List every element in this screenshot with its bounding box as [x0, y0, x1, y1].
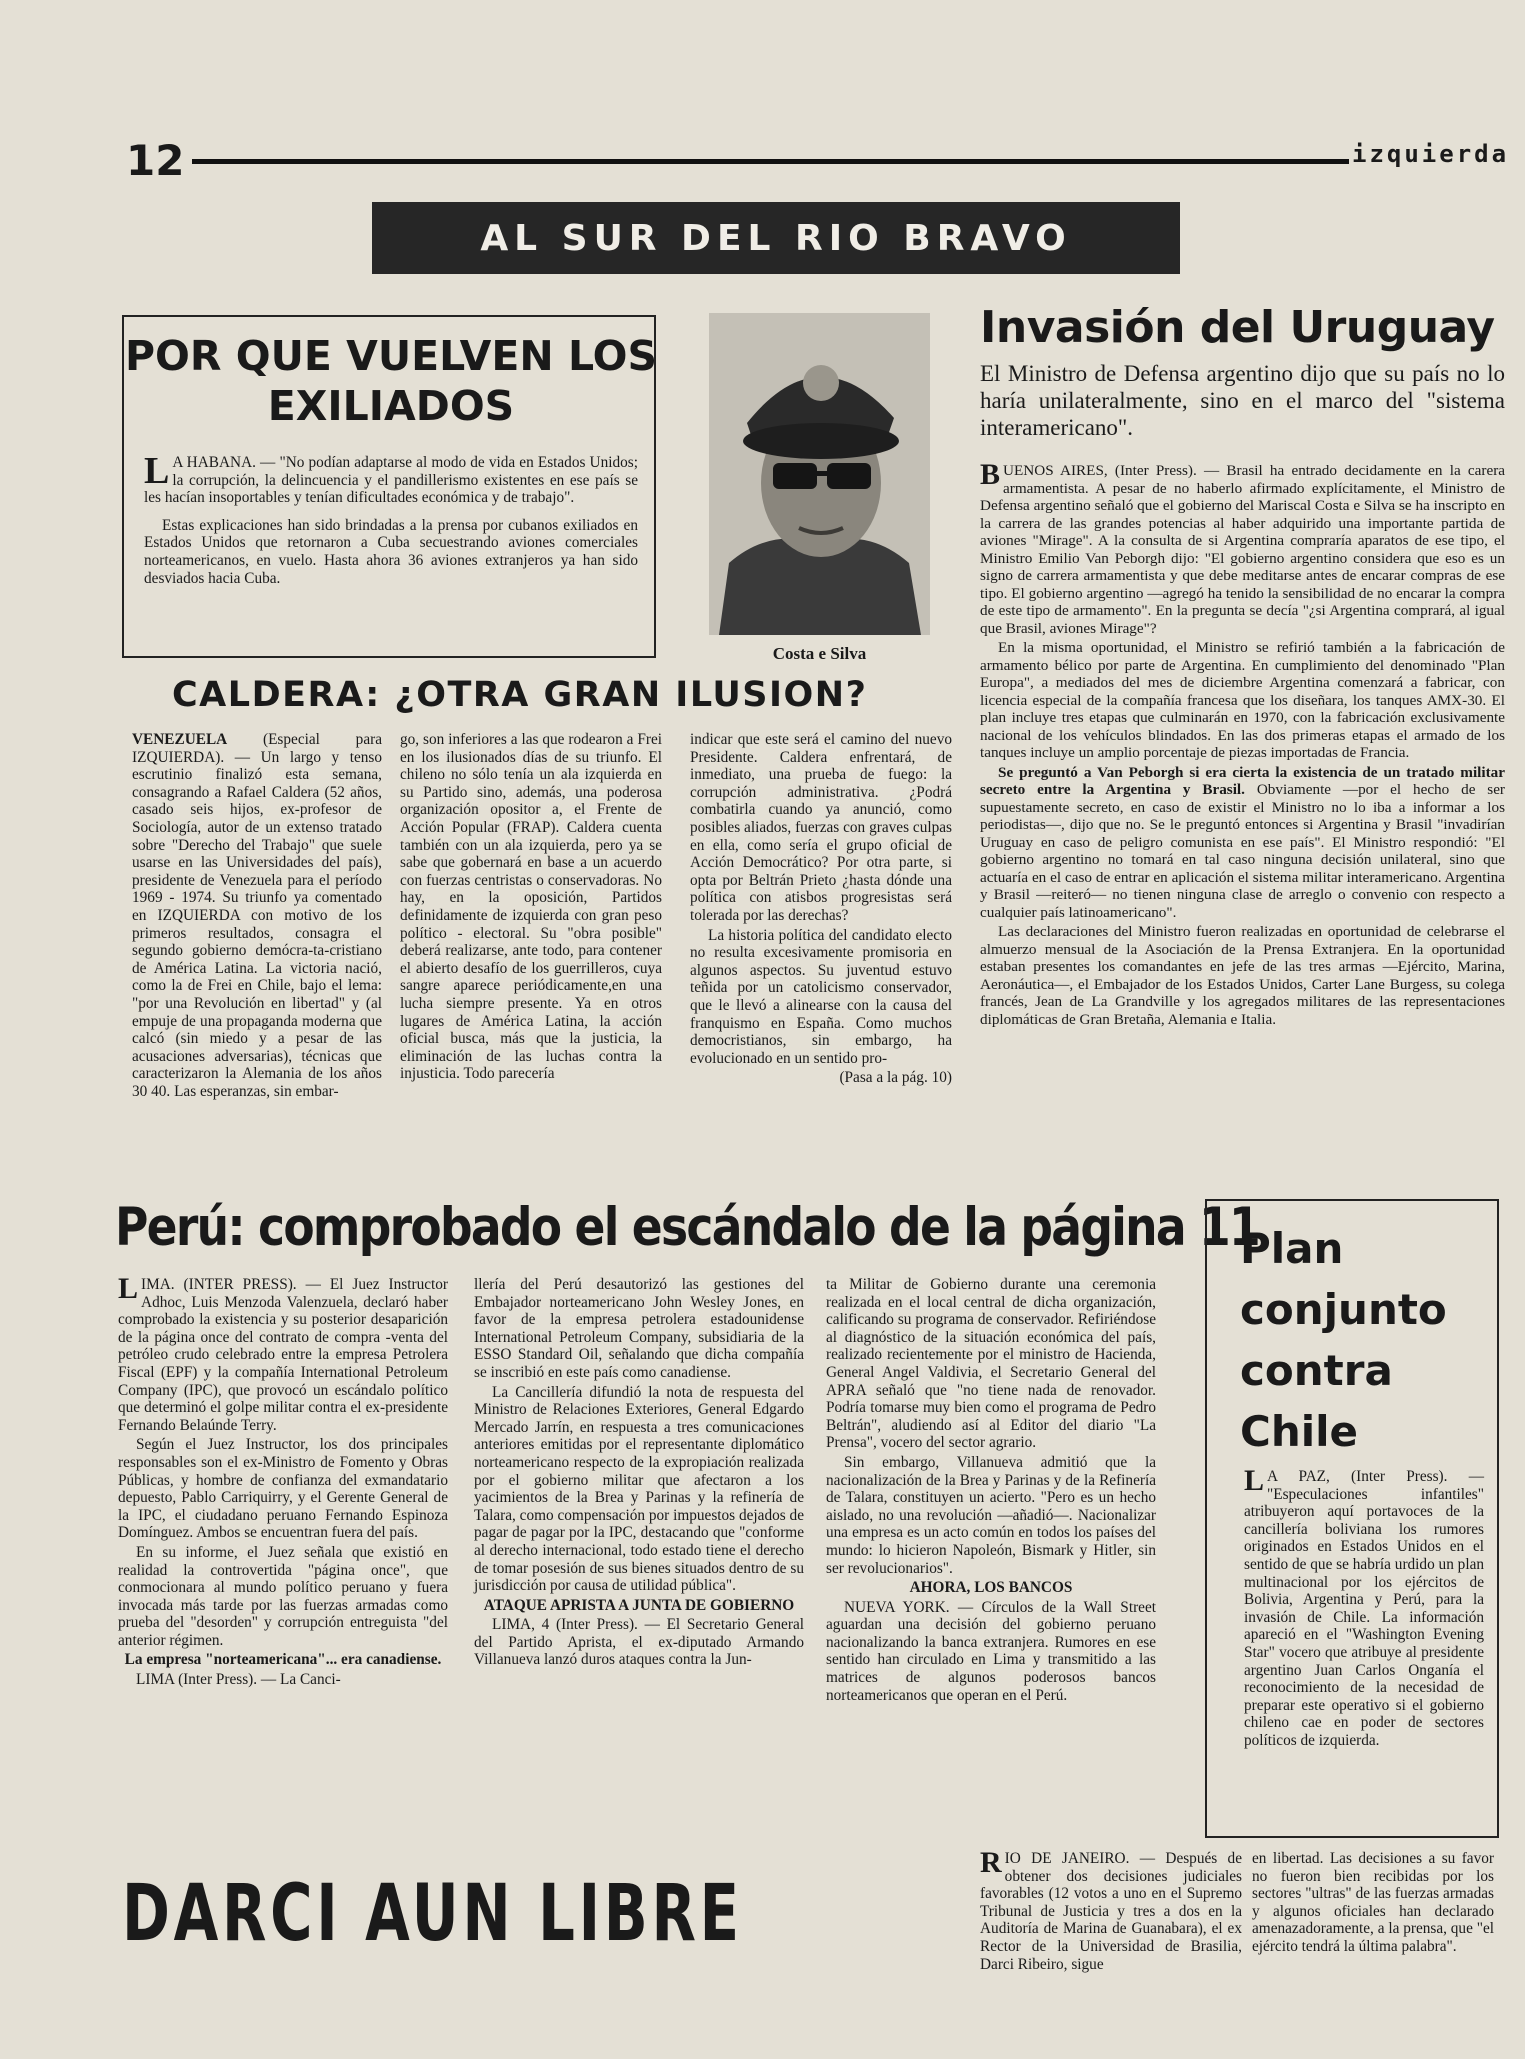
- chile-paragraph: A PAZ, (Inter Press). — "Especulaciones infantiles" atribuyeron aquí portavoces de la cancillería boliviana los rumores originados en Estados Unidos en el sentido de que se habría urdido un plan multinacional por los ejércitos de Bolivia, Argentina y Perú, para la invasión de Chile. La información apareció en el "Washington Evening Star" vocero que atribuye al presidente argentino Juan Carlos Onganía el reconocimiento de la necesidad de preparar este operativo si el gobierno chileno cae en poder de sectores políticos de izquierda.: [1244, 1468, 1485, 1749]
- peru-paragraph: ta Militar de Gobierno durante una ceremonia realizada en el local central de dicha organización, calificando su programa de conservador. Refiriéndose al diagnóstico de la situación económica del país, realizado recientemente por el ministro de Hacienda, General Angel Valdivia, el Secretario General del APRA señaló que "no tiene nada de renovador. Podría tomarse muy bien como el programa de Pedro Beltrán", aludiendo así al Editor del diario "La Prensa", vocero del sector agrario.: [826, 1276, 1156, 1452]
- chile-headline: [1240, 1218, 1480, 1462]
- chile-headline-line: Chile: [1240, 1407, 1359, 1456]
- uruguay-deck: El Ministro de Defensa argentino dijo que su país no lo haría unilateralmente, sino en el marco del "sistema interamericano".: [980, 361, 1505, 440]
- exiliados-paragraph: Estas explicaciones han sido brindadas a la prensa por cubanos exiliados en Estados Unidos que retornaron a Cuba secuestrando aviones comerciales norteamericanos, en vuelo. Hasta ahora 36 aviones extranjeros ya han sido desviados hacia Cuba.: [144, 516, 638, 587]
- peru-paragraph: NUEVA YORK. — Círculos de la Wall Street aguardan una decisión del gobierno peruano nacionalizando la banca extranjera. Rumores en ese sentido han circulado en Lima y transmitido a las matrices de algunos poderosos bancos norteamericanos que operan en el Perú.: [826, 1598, 1156, 1704]
- caldera-paragraph: La historia política del candidato electo no resulta excesivamente promisoria en algunos aspectos. Su juventud estuvo teñida por un catolicismo conservador, que le llevó a alinearse con la causa del franquismo en España. Como muchos democristianos, sin embargo, ha evolucionado en un sentido pro-: [690, 926, 952, 1067]
- darci-paragraph: IO DE JANEIRO. — Después de obtener dos decisiones judiciales favorables (12 votos a uno en el Supremo Tribunal de Justicia y tres a dos en la Auditoría de Marina de Guanabara), el ex Rector de la Universidad de Brasilia, Darci Ribeiro, sigue: [980, 1850, 1242, 1973]
- drop-cap: R: [980, 1846, 1002, 1879]
- drop-cap: L: [118, 1272, 139, 1305]
- header-rule: [192, 159, 1349, 164]
- peru-subhead: ATAQUE APRISTA A JUNTA DE GOBIERNO: [483, 1596, 795, 1614]
- peru-subhead: La empresa "norteamericana"... era canadiense.: [124, 1651, 442, 1669]
- peru-paragraph: IMA. (INTER PRESS). — El Juez Instructor Adhoc, Luis Menzoda Valenzuela, declaró haber comprobado la existencia y su posterior desaparición de la página once del contrato de compra -venta del petróleo crudo celebrado entre la empresa Petrolera Fiscal (EPF) y la compañía International Petroleum Company (IPC), que provocó un escándalo político que determinó el golpe militar contra el ex-presidente Fernando Belaúnde Terry.: [118, 1276, 448, 1434]
- chile-headline-line: Plan: [1240, 1224, 1344, 1273]
- peru-paragraph: Sin embargo, Villanueva admitió que la nacionalización de la Brea y Parinas y de la Refinería de Talara, constituyen un acierto. "Pero es un hecho aislado, no una revolución —añadió—. Nacionalizar una empresa es un acto común en todos los países del mundo: lo hicieron Napoleón, Bismark y Hitler, sin ser revolucionarios".: [826, 1453, 1156, 1577]
- chile-headline-line: contra: [1240, 1346, 1393, 1395]
- peru-column-3: [826, 1276, 1156, 1706]
- uruguay-headline: Invasión del Uruguay: [980, 302, 1495, 353]
- peru-paragraph: llería del Perú desautorizó las gestiones del Embajador norteamericano John Wesley Jones, en favor de la empresa petrolera estadounidense International Petroleum Company, subsidiaria de la ESSO Standard Oil, señalando que dicha compañía se inscribió en este país como canadiense.: [474, 1276, 804, 1381]
- caldera-column-1: [132, 731, 382, 1102]
- caldera-column-3: [690, 731, 952, 1089]
- caldera-column-2: [400, 731, 662, 1085]
- darci-column-2: [1252, 1850, 1494, 1958]
- darci-paragraph: en libertad. Las decisiones a su favor no fueron bien recibidas por los sectores "ultras" de las fuerzas armadas y algunos oficiales han declarado amenazadoramente, a la prensa, que "el ejército tendrá la última palabra".: [1252, 1850, 1494, 1955]
- exiliados-box: [122, 315, 656, 658]
- caldera-paragraph: go, son inferiores a las que rodearon a Frei en los ilusionados días de su triunfo. El chileno no sólo tenía un ala izquierda en su Partido sino, además, una poderosa organización opositor a, el Frente de Acción Popular (FRAP). Caldera cuenta también con un ala izquierda, pero ya se sabe que gobernará en base a un acuerdo con fuerzas centristas o conservadoras. No hay, en la oposición, Partidos definidamente de izquierda con gran peso político - electoral. Su "obra posible" deberá realizarse, ante todo, para contener el abierto desafío de los guerrilleros, cuya sangre aparece periódicamente,en una lucha siempre presente. Ya en otros lugares de América Latina, la acción oficial busca, más que la justicia, la eliminación de las luchas contra la injusticia. Todo parecería: [400, 731, 662, 1083]
- peru-paragraph: Según el Juez Instructor, los dos principales responsables son el ex-Ministro de Fomento y Obras Públicas, y hombre de confianza del exmandatario depuesto, Pablo Carriquirry, y el Gerente General de la IPC, el ciudadano peruano Fernando Espinoza Domínguez. Ambos se encuentran fuera del país.: [118, 1436, 448, 1542]
- exiliados-headline: POR QUE VUELVEN LOS EXILIADOS: [124, 332, 658, 430]
- uruguay-paragraph: Las declaraciones del Ministro fueron realizadas en oportunidad de celebrarse el almuerzo mensual de la Asociación de la Prensa Extranjera. En la oportunidad estaban presentes los comandantes en jefe de las tres armas —Ejército, Marina, Aeronáutica—, el Embajador de los Estados Unidos, Carter Lane Burgess, su colega francés, Jean de La Grandville y los agregados militares de las representaciones diplomáticas de Gran Bretaña, Alemania e Italia.: [980, 923, 1505, 1028]
- caldera-headline: CALDERA: ¿OTRA GRAN ILUSION?: [172, 675, 868, 715]
- peru-headline: Perú: comprobado el escándalo de la página 11: [115, 1197, 1260, 1258]
- portrait-illustration: [709, 313, 930, 635]
- uruguay-paragraph: UENOS AIRES, (Inter Press). — Brasil ha entrado decidamente en la carera armamentista. A pesar de no haberlo afirmado explícitamente, el Ministro de Defensa argentino señaló que el gobierno del Mariscal Costa e Silva se ha inscripto en la carrera de las grandes potencias al haber adquirido una importante partida de aviones "Mirage". A la consulta de si Argentina compraría aparatos de ese tipo, el Ministro Emilio Van Peborgh dijo: "El gobierno argentino considera que eso es un signo de carrera armamentista y que debe meditarse antes de encarar compras de ese tipo. El gobierno argentino —agregó ha tenido la sensibilidad de no encarar la compra de este tipo de armamento". En la pregunta se decía "¿si Argentina comprará, al igual que Brasil, aviones Mirage"?: [980, 462, 1505, 637]
- exiliados-paragraph: A HABANA. — "No podían adaptarse al modo de vida en Estados Unidos; la corrupción, la delincuencia y el pandillerismo existentes en ese país se les hacían insoportables y tenían dificultades económica y de trabajo".: [144, 454, 638, 507]
- drop-cap: L: [144, 450, 170, 492]
- drop-cap: L: [1244, 1464, 1265, 1497]
- page-number: 12: [126, 136, 185, 185]
- section-banner: AL SUR DEL RIO BRAVO: [372, 202, 1180, 274]
- uruguay-paragraph: En la misma oportunidad, el Ministro se refirió también a la fabricación de armamento bélico por parte de Argentina. En cumplimiento del denominado "Plan Europa", a mediados del mes de diciembre Argentina comenzará a fabricar, con licencia especial de la compañía francesa que los diseñara, los tanques AMX-30. El plan incluye tres etapas que culminarán en 1970, con la fabricación exclusivamente nacional de los vehículos blindados. En las dos primeras etapas el armado de los tanques incluye un amplio porcentaje de piezas importadas de Francia.: [980, 639, 1505, 761]
- drop-cap: B: [980, 458, 1001, 491]
- chile-headline-line: conjunto: [1240, 1285, 1447, 1334]
- peru-paragraph: La Cancillería difundió la nota de respuesta del Ministro de Relaciones Exteriores, General Edgardo Mercado Jarrín, en respuesta a tres comunicaciones anteriores emitidas por el representante diplomático norteamericano respecto de la expropiación realizada por el gobierno militar que afectaron a los yacimientos de la Brea y Parinas y la refinería de Talara, como compensación por impuestos dejados de pagar de pagar por la IPC, destacando que "conforme al derecho internacional, todo estado tiene el derecho de tomar posesión de sus bienes situados dentro de su jurisdicción por causa de utilidad pública".: [474, 1383, 804, 1595]
- peru-column-2: [474, 1276, 804, 1671]
- exiliados-body: [144, 450, 638, 589]
- caldera-paragraph: indicar que este será el camino del nuevo Presidente. Caldera enfrentará, de inmediato, una prueba de fuego: la corrupción administrativa. ¿Podrá combatirla cuando ya anunció, como posibles aliados, fuerzas con graves culpas en ella, como sería el grupo oficial de Acción Democrático? Por otra parte, si opta por Beltrán Prieto ¿hasta dónde una política con atisbos progresistas será tolerada por las derechas?: [690, 731, 952, 924]
- uruguay-paragraph: Obviamente —por el hecho de ser supuestamente secreto, en caso de existir el Ministro no lo iba a informar a los periodistas—, dijo que no. Se le preguntó entonces si Argentina y Brasil "invadirían Uruguay en caso de peligro comunista en ese país". El Ministro respondió: "El gobierno argentino no tomará en tal caso ninguna decisión unilateral, sino que actuaría en el caso de entrar en aplicación el sistema militar interamericano. Argentina y Brasil —reiteró— no tienen ninguna clase de arreglo o convenio con respecto a cualquier país latinoamericano".: [980, 781, 1505, 921]
- uruguay-body: [980, 458, 1505, 1030]
- peru-subhead: AHORA, LOS BANCOS: [909, 1579, 1073, 1597]
- caldera-paragraph: (Especial para IZQUIERDA). — Un largo y tenso escrutinio finalizó esta semana, consagrando a Rafael Caldera (52 años, casado seis hijos, ex-profesor de Sociología, autor de un extenso tratado sobre "Derecho del Trabajo" que suele usarse en las Universidades del país), presidente de Venezuela para el período 1969 - 1974. Su triunfo ya comentado en IZQUIERDA con motivo de los primeros resultados, consagra el segundo gobierno demócra-ta-cristiano de América Latina. La victoria nació, como la de Frei en Chile, bajo el lema: "por una Revolución en libertad" y (al empuje de una propaganda moderna que calcó (sin miedo y a pesar de las acusaciones adversarias), técnicas que caracterizaron la Alemania de los años 30 40. Las esperanzas, sin embar-: [132, 731, 382, 1100]
- caldera-jump-line: (Pasa a la pág. 10): [839, 1069, 952, 1087]
- masthead: izquierda: [1352, 140, 1510, 168]
- chile-body: [1244, 1464, 1485, 1752]
- peru-column-1: [118, 1272, 448, 1691]
- peru-paragraph: LIMA (Inter Press). — La Canci-: [136, 1671, 341, 1689]
- peru-paragraph: LIMA, 4 (Inter Press). — El Secretario General del Partido Aprista, el ex-diputado Armando Villanueva lanzó duros ataques contra la Jun-: [474, 1616, 804, 1669]
- caldera-dateline: VENEZUELA: [132, 731, 228, 748]
- costa-e-silva-photo: [709, 313, 930, 635]
- peru-paragraph: En su informe, el Juez señala que existió en realidad la controvertida "página once", que conmocionara al mundo político peruano y fuera invocada más tarde por las fuerzas armadas como prueba del "desorden" y corrupción entreguista "del anterior régimen.: [118, 1543, 448, 1649]
- darci-headline: DARCI AUN LIBRE: [122, 1869, 743, 1959]
- photo-caption: Costa e Silva: [772, 644, 867, 663]
- darci-column-1: [980, 1846, 1242, 1975]
- uruguay-bold-question: Se preguntó a Van Peborgh si era cierta la existencia de un tratado militar secreto entre la Argentina y Brasil.: [980, 763, 1505, 798]
